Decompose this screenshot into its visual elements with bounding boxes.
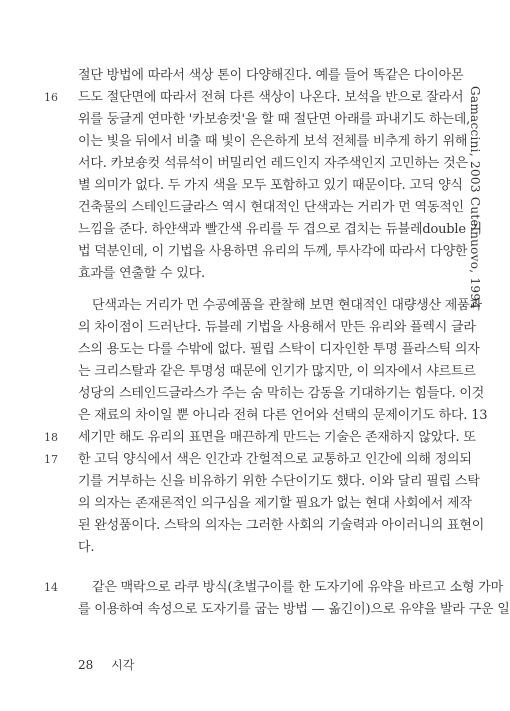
text-line: 세기만 해도 유리의 표면을 매끈하게 만드는 기술은 존재하지 않았다. 또	[78, 430, 476, 445]
section-title: 시각	[111, 658, 135, 672]
text-line: 성당의 스테인드글라스가 주는 숨 막히는 감동을 기대하기는 힘들다. 이것	[78, 386, 485, 401]
text-line: 이는 빛을 뒤에서 비출 때 빛이 은은하게 보석 전체를 비추게 하기 위해	[78, 134, 468, 149]
text-line: 의 차이점이 드러난다. 듀블레 기법을 사용해서 만든 유리와 플렉시 글라	[78, 320, 476, 335]
text-line: 단색과는 거리가 먼 수공예품을 관찰해 보면 현대적인 대량생산 제품과	[92, 298, 482, 313]
page-footer	[78, 656, 134, 673]
margin-note-number: 17	[44, 453, 58, 466]
text-line: 별 의미가 없다. 두 가지 색을 모두 포함하고 있기 때문이다. 고딕 양식	[78, 178, 463, 193]
margin-note-number: 18	[44, 431, 58, 444]
text-line: 법 덕분인데, 이 기법을 사용하면 유리의 두께, 투사각에 따라서 다양한	[78, 244, 468, 259]
text-line: 같은 맥락으로 라쿠 방식(초벌구이를 한 도자기에 유약을 바르고 소형 가마	[92, 580, 504, 595]
margin-note-number: 16	[44, 91, 58, 104]
text-line: 건축물의 스테인드글라스 역시 현대적인 단색과는 거리가 먼 역동적인	[78, 200, 464, 215]
page-number: 28	[78, 658, 94, 672]
text-line: 은 재료의 차이일 뿐 아니라 전혀 다른 언어와 선택의 문제이기도 하다. 13	[78, 408, 488, 423]
text-line: 드도 절단면에 따라서 전혀 다른 색상이 나온다. 보석을 반으로 잘라서	[78, 90, 464, 105]
side-reference-note: Gamaccini, 2003 Cutelnuovo, 1994	[468, 86, 482, 310]
text-line: 다.	[78, 540, 95, 555]
text-line: 는 크리스탈과 같은 투명성 때문에 인기가 많지만, 이 의자에서 샤르트르	[78, 364, 476, 379]
text-line: 스의 용도는 다를 수밖에 없다. 필립 스탁이 디자인한 투명 플라스틱 의자	[78, 342, 480, 357]
text-line: 한 고딕 양식에서 색은 인간과 간헐적으로 교통하고 인간에 의해 정의되	[78, 452, 472, 467]
text-line: 느낌을 준다. 하얀색과 빨간색 유리를 두 겹으로 겹치는 듀블레double 기	[78, 222, 483, 237]
text-line: 의 의자는 존재론적인 의구심을 제기할 필요가 없는 현대 사회에서 제작	[78, 496, 472, 511]
margin-note-number: 14	[44, 581, 58, 594]
text-line: 된 완성품이다. 스탁의 의자는 그러한 사회의 기술력과 아이러니의 표현이	[78, 518, 485, 533]
text-line: 효과를 연출할 수 있다.	[78, 266, 205, 281]
text-line: 를 이용하여 속성으로 도자기를 굽는 방법 — 옮긴이)으로 유약을 발라 구운 일	[78, 602, 510, 617]
text-line: 위를 둥글게 연마한 '카보숑컷'을 할 때 절단면 아래를 파내기도 하는데,	[78, 112, 471, 127]
text-line: 기를 거부하는 신을 비유하기 위한 수단이기도 했다. 이와 달리 필립 스탁	[78, 474, 480, 489]
text-line: 절단 방법에 따라서 색상 톤이 다양해진다. 예를 들어 똑같은 다이아몬	[78, 68, 464, 83]
text-line: 서다. 카보숑컷 석류석이 버밀리언 레드인지 자주색인지 고민하는 것은	[78, 156, 468, 171]
